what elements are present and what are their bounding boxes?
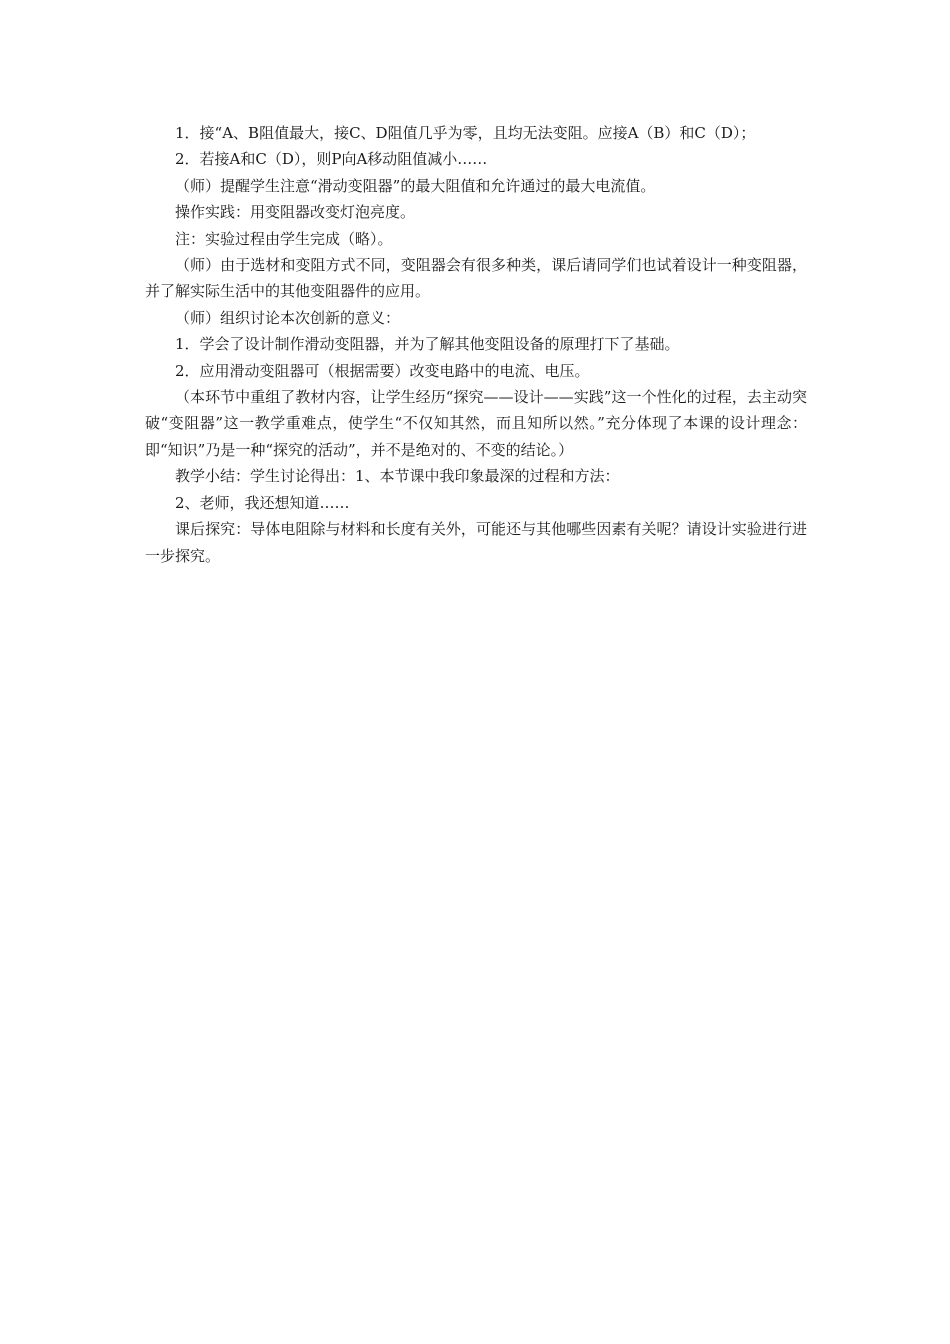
paragraph-after-class: 课后探究：导体电阻除与材料和长度有关外，可能还与其他哪些因素有关呢？请设计实验进行进一步探究。 <box>145 520 807 565</box>
paragraph-summary: 教学小结：学生讨论得出：1、本节课中我印象最深的过程和方法： <box>175 467 620 486</box>
paragraph-discussion: （师）组织讨论本次创新的意义： <box>175 308 401 327</box>
document-page <box>145 120 807 569</box>
paragraph-note: 注：实验过程由学生完成（略）。 <box>175 229 393 248</box>
paragraph-significance-2: 2．应用滑动变阻器可（根据需要）改变电路中的电流、电压。 <box>175 361 590 380</box>
paragraph-summary-2: 2、老师，我还想知道…… <box>175 493 350 512</box>
paragraph-design-concept: （本环节中重组了教材内容，让学生经历“探究——设计——实践”这一个性化的过程，去主动突破“变阻器”这一教学重难点，使学生“不仅知其然，而且知所以然。”充分体现了本课的设计理念：即“知识”乃是一种“探究的活动”，并不是绝对的、不变的结论。） <box>145 388 807 459</box>
paragraph-resistance-decrease: 2．若接A和C（D），则P向A移动阻值减小…… <box>175 150 488 169</box>
paragraph-rheostat-types: （师）由于选材和变阻方式不同，变阻器会有很多种类，课后请同学们也试着设计一种变阻器，并了解实际生活中的其他变阻器件的应用。 <box>145 256 807 301</box>
paragraph-significance-1: 1．学会了设计制作滑动变阻器，并为了解其他变阻设备的原理打下了基础。 <box>175 335 680 354</box>
paragraph-rheostat-wiring: 1．接“A、B阻值最大，接C、D阻值几乎为零，且均无法变阻。应接A（B）和C（D）； <box>175 124 756 142</box>
paragraph-teacher-reminder: （师）提醒学生注意“滑动变阻器”的最大阻值和允许通过的最大电流值。 <box>175 176 656 195</box>
paragraph-practice: 操作实践：用变阻器改变灯泡亮度。 <box>175 203 416 222</box>
